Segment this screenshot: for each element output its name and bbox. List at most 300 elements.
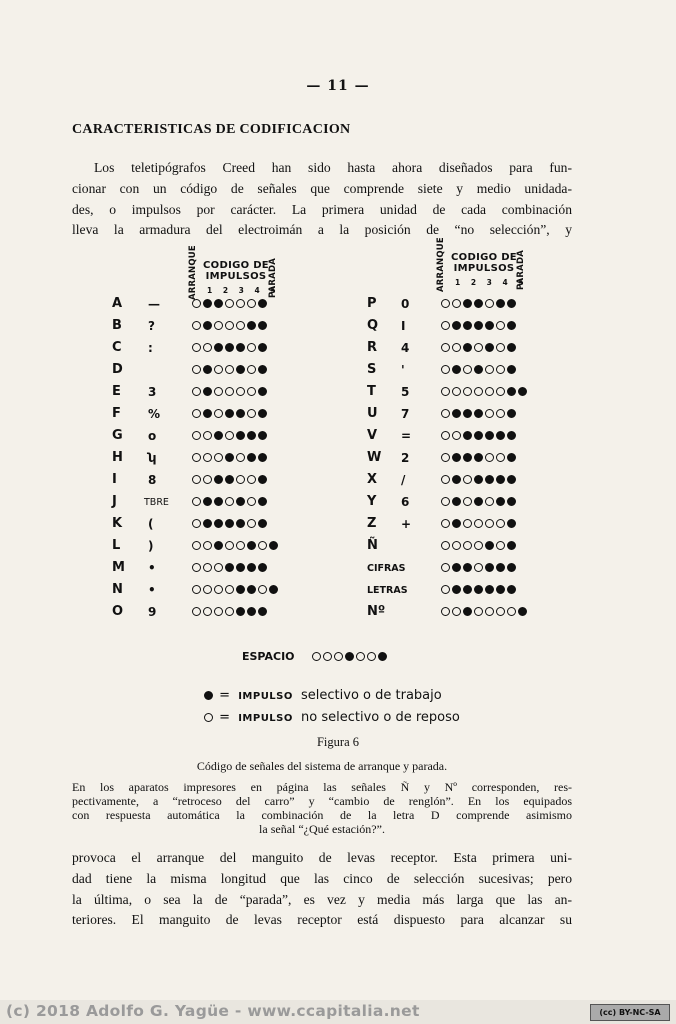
row-letter: B: [112, 318, 122, 333]
filled-dot-icon: [258, 563, 267, 572]
empty-dot-icon: [496, 321, 505, 330]
filled-dot-icon: [474, 585, 483, 594]
filled-dot-icon: [452, 563, 461, 572]
filled-dot-icon: [463, 607, 472, 616]
empty-dot-icon: [225, 541, 234, 550]
filled-dot-icon: [203, 497, 212, 506]
row-letter: U: [367, 406, 378, 421]
empty-dot-icon: [236, 299, 245, 308]
empty-dot-icon: [441, 387, 450, 396]
empty-dot-icon: [214, 409, 223, 418]
empty-dot-icon: [192, 409, 201, 418]
intro-line: lleva la armadura del electroimán a la posición de “no selección”, y: [72, 222, 572, 238]
row-letter: CIFRAS: [367, 563, 406, 574]
row-code: [192, 475, 269, 484]
figure-note: [72, 780, 572, 836]
filled-dot-icon: [485, 431, 494, 440]
license-badge[interactable]: (cc) BY-NC-SA: [590, 1004, 670, 1021]
body-line: la última, o sea la de “parada”, es vez y media más larga que las an-: [72, 891, 572, 907]
empty-dot-icon: [203, 343, 212, 352]
empty-dot-icon: [441, 541, 450, 550]
row-code: [192, 299, 269, 308]
filled-dot-icon: [258, 519, 267, 528]
empty-dot-icon: [203, 431, 212, 440]
empty-dot-icon: [452, 387, 461, 396]
filled-dot-icon: [258, 409, 267, 418]
filled-dot-icon: [485, 343, 494, 352]
filled-dot-icon: [236, 519, 245, 528]
empty-dot-icon: [441, 519, 450, 528]
empty-dot-icon: [496, 365, 505, 374]
filled-dot-icon: [247, 563, 256, 572]
row-letter: V: [367, 428, 378, 443]
filled-dot-icon: [496, 497, 505, 506]
figure-label: Figura 6: [316, 735, 359, 749]
row-letter: Ñ: [367, 538, 378, 553]
row-figure: =: [401, 429, 412, 443]
filled-dot-icon: [225, 563, 234, 572]
row-code: [192, 365, 269, 374]
row-letter: S: [367, 362, 377, 377]
row-code: [441, 453, 518, 462]
section-heading: CARACTERISTICAS DE CODIFICACION: [72, 122, 351, 137]
row-figure: 5: [401, 385, 410, 399]
filled-dot-icon: [258, 431, 267, 440]
row-letter: Y: [367, 494, 377, 509]
empty-dot-icon: [192, 387, 201, 396]
intro-line: cionar con un código de señales que comprende siete y medio unidada-: [72, 180, 572, 196]
empty-dot-icon: [247, 299, 256, 308]
empty-dot-icon: [192, 563, 201, 572]
row-figure: +: [401, 517, 412, 531]
filled-dot-icon: [258, 365, 267, 374]
empty-dot-icon: [485, 519, 494, 528]
empty-dot-icon: [236, 541, 245, 550]
row-code: [441, 299, 518, 308]
empty-dot-icon: [192, 365, 201, 374]
empty-dot-icon: [496, 519, 505, 528]
filled-dot-icon: [203, 299, 212, 308]
empty-dot-icon: [258, 585, 267, 594]
empty-dot-icon: [192, 497, 201, 506]
empty-dot-icon: [312, 652, 321, 661]
row-code: [192, 563, 269, 572]
row-code: [192, 607, 269, 616]
filled-dot-icon: [507, 541, 516, 550]
legend-filled: [204, 688, 442, 703]
empty-dot-icon: [214, 563, 223, 572]
row-figure: ?: [148, 319, 155, 333]
row-letter: O: [112, 604, 124, 619]
filled-dot-icon: [378, 652, 387, 661]
row-letter: J: [112, 494, 117, 509]
row-letter: Z: [367, 516, 377, 531]
filled-dot-icon: [345, 652, 354, 661]
row-code: [441, 519, 518, 528]
empty-dot-icon: [452, 541, 461, 550]
row-code: [441, 387, 529, 396]
empty-dot-icon: [507, 607, 516, 616]
empty-dot-icon: [474, 387, 483, 396]
row-letter: F: [112, 406, 121, 421]
filled-dot-icon: [507, 431, 516, 440]
row-figure: TBRE: [144, 497, 169, 508]
filled-dot-icon: [474, 475, 483, 484]
empty-dot-icon: [258, 541, 267, 550]
row-letter: Q: [367, 318, 379, 333]
empty-dot-icon: [203, 475, 212, 484]
filled-dot-icon: [485, 475, 494, 484]
empty-dot-icon: [463, 541, 472, 550]
filled-dot-icon: [225, 409, 234, 418]
empty-dot-icon: [192, 541, 201, 550]
legend-empty: [204, 710, 460, 725]
row-code: [192, 453, 269, 462]
intro-line: Los teletipógrafos Creed han sido hasta ahora diseñados para fun-: [94, 160, 572, 175]
empty-dot-icon: [474, 541, 483, 550]
empty-dot-icon: [236, 475, 245, 484]
row-code: [192, 585, 280, 594]
filled-dot-icon: [258, 497, 267, 506]
filled-dot-icon: [474, 431, 483, 440]
empty-dot-icon: [474, 343, 483, 352]
filled-dot-icon: [258, 343, 267, 352]
row-figure: /: [401, 473, 406, 487]
body-line: provoca el arranque del manguito de levas receptor. Esta primera uni-: [72, 850, 572, 865]
empty-dot-icon: [441, 607, 450, 616]
filled-dot-icon: [247, 453, 256, 462]
empty-dot-icon: [203, 541, 212, 550]
empty-dot-icon: [192, 343, 201, 352]
empty-dot-icon: [441, 497, 450, 506]
row-letter: N: [112, 582, 123, 597]
empty-dot-icon: [236, 453, 245, 462]
legend-empty-prefix: =: [219, 710, 231, 725]
empty-dot-icon: [441, 563, 450, 572]
row-figure: 2: [401, 451, 410, 465]
filled-dot-icon: [203, 519, 212, 528]
filled-dot-icon: [269, 541, 278, 550]
empty-dot-icon: [496, 343, 505, 352]
filled-dot-icon: [507, 387, 516, 396]
empty-dot-icon: [225, 299, 234, 308]
legend-impulso: IMPULSO: [238, 713, 293, 724]
arranque-label: ARRANQUE: [436, 237, 446, 292]
espacio-label: ESPACIO: [242, 650, 295, 663]
empty-dot-icon: [247, 475, 256, 484]
row-figure: :: [148, 341, 153, 355]
codigo-line1: CODIGO DE: [203, 260, 269, 271]
empty-dot-icon: [192, 453, 201, 462]
empty-dot-icon: [441, 299, 450, 308]
empty-dot-icon: [192, 607, 201, 616]
codigo-line2: IMPULSOS: [453, 263, 515, 274]
row-code: [441, 585, 518, 594]
parada-label: PARADA: [268, 258, 278, 298]
row-figure: 3: [148, 385, 157, 399]
body-line: dad tiene la misma longitud que las cinco de selección sucesivas; pero: [72, 870, 572, 886]
codigo-label: [448, 252, 520, 274]
empty-dot-icon: [225, 321, 234, 330]
empty-dot-icon: [247, 343, 256, 352]
filled-dot-icon: [258, 299, 267, 308]
row-code: [441, 475, 518, 484]
row-figure: 0: [401, 297, 410, 311]
row-figure: ': [401, 363, 405, 377]
empty-dot-icon: [225, 497, 234, 506]
note-line: En los aparatos impresores en página las señales Ñ y Nº corresponden, res-: [72, 780, 572, 794]
impulse-numbers: 1 2 3 4 5: [455, 278, 528, 287]
filled-dot-icon: [507, 365, 516, 374]
empty-dot-icon: [441, 321, 450, 330]
filled-dot-icon: [485, 563, 494, 572]
right-table-header: [436, 237, 536, 300]
row-letter: LETRAS: [367, 585, 408, 596]
filled-dot-icon: [474, 497, 483, 506]
filled-dot-icon: [214, 541, 223, 550]
filled-dot-icon: [236, 365, 245, 374]
filled-dot-icon: [236, 409, 245, 418]
row-letter: D: [112, 362, 123, 377]
intro-line: des, o impulsos por carácter. La primera unidad de cada combinación: [72, 201, 572, 217]
filled-dot-icon: [463, 431, 472, 440]
empty-dot-icon: [367, 652, 376, 661]
intro-paragraph: [72, 158, 572, 241]
empty-dot-icon: [474, 607, 483, 616]
filled-dot-icon: [496, 299, 505, 308]
empty-dot-icon: [485, 387, 494, 396]
filled-dot-icon: [452, 475, 461, 484]
note-line: pectivamente, a “retroceso del carro” y “cambio de renglón”. En los equipados: [72, 794, 572, 808]
row-code: [441, 607, 529, 616]
empty-dot-icon: [452, 431, 461, 440]
row-code: [441, 365, 518, 374]
filled-dot-icon: [474, 299, 483, 308]
empty-dot-icon: [225, 431, 234, 440]
empty-dot-icon: [214, 321, 223, 330]
filled-dot-icon: [247, 321, 256, 330]
row-figure: o: [148, 429, 157, 443]
row-figure: ʮ: [148, 451, 157, 465]
filled-dot-icon: [258, 607, 267, 616]
empty-dot-icon: [323, 652, 332, 661]
row-code: [192, 497, 269, 506]
filled-dot-icon: [236, 585, 245, 594]
filled-dot-icon: [485, 541, 494, 550]
row-figure: 4: [401, 341, 410, 355]
empty-dot-icon: [203, 585, 212, 594]
filled-dot-icon: [463, 409, 472, 418]
filled-dot-icon: [507, 585, 516, 594]
filled-dot-icon: [236, 607, 245, 616]
filled-dot-icon: [247, 431, 256, 440]
filled-dot-icon: [225, 475, 234, 484]
filled-dot-icon: [463, 453, 472, 462]
empty-dot-icon: [225, 607, 234, 616]
empty-dot-icon: [247, 387, 256, 396]
row-letter: W: [367, 450, 382, 465]
row-figure: •: [148, 583, 156, 597]
row-letter: H: [112, 450, 123, 465]
codigo-line1: CODIGO DE: [451, 252, 517, 263]
empty-dot-icon: [452, 607, 461, 616]
empty-dot-icon: [247, 409, 256, 418]
empty-dot-icon: [452, 343, 461, 352]
row-figure: (: [148, 517, 154, 531]
parada-label: PARADA: [516, 250, 526, 290]
arranque-label: ARRANQUE: [188, 245, 198, 300]
filled-dot-icon: [518, 607, 527, 616]
row-letter: Nº: [367, 604, 386, 619]
empty-dot-icon: [356, 652, 365, 661]
filled-dot-icon: [474, 321, 483, 330]
empty-dot-icon: [441, 343, 450, 352]
empty-dot-icon: [236, 321, 245, 330]
row-code: [192, 519, 269, 528]
empty-dot-icon: [203, 607, 212, 616]
filled-dot-icon: [214, 299, 223, 308]
filled-dot-icon: [463, 563, 472, 572]
legend-filled-prefix: =: [219, 688, 231, 703]
filled-dot-icon: [203, 387, 212, 396]
filled-dot-icon: [474, 365, 483, 374]
note-line: con respuesta automática la combinación de la letra D comprende asimismo: [72, 808, 572, 822]
legend-filled-text: selectivo o de trabajo: [301, 688, 442, 703]
empty-dot-icon: [485, 607, 494, 616]
filled-dot-icon: [474, 409, 483, 418]
empty-dot-icon: [225, 387, 234, 396]
filled-dot-icon: [485, 321, 494, 330]
empty-dot-icon: [452, 299, 461, 308]
figure-caption: Código de señales del sistema de arranque y parada.: [196, 759, 448, 773]
filled-dot-icon: [236, 343, 245, 352]
empty-dot-icon: [192, 431, 201, 440]
row-letter: T: [367, 384, 376, 399]
filled-dot-icon: [507, 563, 516, 572]
note-line: la señal “¿Qué estación?”.: [259, 822, 385, 836]
legend-impulso: IMPULSO: [238, 691, 293, 702]
filled-dot-icon: [236, 497, 245, 506]
row-figure: 9: [148, 605, 157, 619]
filled-dot-icon: [214, 497, 223, 506]
filled-dot-icon: [463, 321, 472, 330]
empty-dot-icon: [214, 607, 223, 616]
body-paragraph: [72, 848, 572, 931]
filled-dot-icon: [214, 519, 223, 528]
empty-dot-icon: [463, 497, 472, 506]
empty-dot-icon: [485, 497, 494, 506]
filled-dot-icon: [518, 387, 527, 396]
filled-dot-icon: [258, 453, 267, 462]
row-letter: R: [367, 340, 378, 355]
filled-dot-icon: [507, 497, 516, 506]
filled-dot-icon: [452, 453, 461, 462]
empty-dot-icon: [203, 453, 212, 462]
row-code: [192, 343, 269, 352]
impulse-numbers: 1 2 3 4 5: [207, 286, 280, 295]
empty-dot-icon: [225, 585, 234, 594]
row-code: [441, 563, 518, 572]
empty-dot-icon: [214, 365, 223, 374]
empty-dot-icon: [496, 409, 505, 418]
empty-dot-icon: [192, 299, 201, 308]
row-letter: L: [112, 538, 121, 553]
filled-dot-icon: [269, 585, 278, 594]
empty-dot-icon: [225, 365, 234, 374]
filled-dot-icon: [463, 343, 472, 352]
empty-dot-icon: [334, 652, 343, 661]
row-code: [441, 321, 518, 330]
row-figure: %: [148, 407, 161, 421]
empty-dot-icon: [474, 519, 483, 528]
row-code: [441, 431, 518, 440]
empty-dot-icon: [496, 541, 505, 550]
filled-dot-icon: [214, 343, 223, 352]
empty-dot-icon: [247, 365, 256, 374]
filled-dot-icon: [204, 691, 213, 700]
filled-dot-icon: [452, 321, 461, 330]
filled-dot-icon: [247, 607, 256, 616]
filled-dot-icon: [452, 519, 461, 528]
row-letter: X: [367, 472, 378, 487]
footer-credit[interactable]: (c) 2018 Adolfo G. Yagüe - www.ccapitalia.net: [6, 1002, 420, 1020]
empty-dot-icon: [485, 453, 494, 462]
filled-dot-icon: [452, 365, 461, 374]
row-code: [192, 541, 280, 550]
row-letter: G: [112, 428, 123, 443]
filled-dot-icon: [496, 563, 505, 572]
row-letter: P: [367, 296, 377, 311]
empty-dot-icon: [236, 387, 245, 396]
empty-dot-icon: [441, 409, 450, 418]
empty-dot-icon: [441, 365, 450, 374]
empty-dot-icon: [214, 387, 223, 396]
filled-dot-icon: [463, 299, 472, 308]
filled-dot-icon: [507, 453, 516, 462]
empty-dot-icon: [441, 453, 450, 462]
filled-dot-icon: [236, 563, 245, 572]
filled-dot-icon: [203, 365, 212, 374]
filled-dot-icon: [258, 475, 267, 484]
row-figure: —: [148, 297, 160, 311]
filled-dot-icon: [214, 475, 223, 484]
body-line: teriores. El manguito de levas receptor está dispuesto para alcanzar su: [72, 912, 572, 928]
filled-dot-icon: [463, 585, 472, 594]
filled-dot-icon: [496, 475, 505, 484]
legend-empty-text: no selectivo o de reposo: [301, 710, 460, 725]
empty-dot-icon: [463, 387, 472, 396]
filled-dot-icon: [507, 519, 516, 528]
filled-dot-icon: [474, 453, 483, 462]
row-letter: K: [112, 516, 123, 531]
filled-dot-icon: [452, 409, 461, 418]
filled-dot-icon: [236, 431, 245, 440]
row-code: [192, 431, 269, 440]
empty-dot-icon: [441, 431, 450, 440]
filled-dot-icon: [203, 409, 212, 418]
empty-dot-icon: [247, 519, 256, 528]
empty-dot-icon: [441, 475, 450, 484]
row-letter: I: [112, 472, 117, 487]
filled-dot-icon: [225, 519, 234, 528]
filled-dot-icon: [485, 585, 494, 594]
row-figure: ): [148, 539, 154, 553]
empty-dot-icon: [496, 387, 505, 396]
page-number: — 11 —: [306, 78, 370, 94]
row-code: [441, 343, 518, 352]
filled-dot-icon: [507, 299, 516, 308]
row-code: [192, 387, 269, 396]
